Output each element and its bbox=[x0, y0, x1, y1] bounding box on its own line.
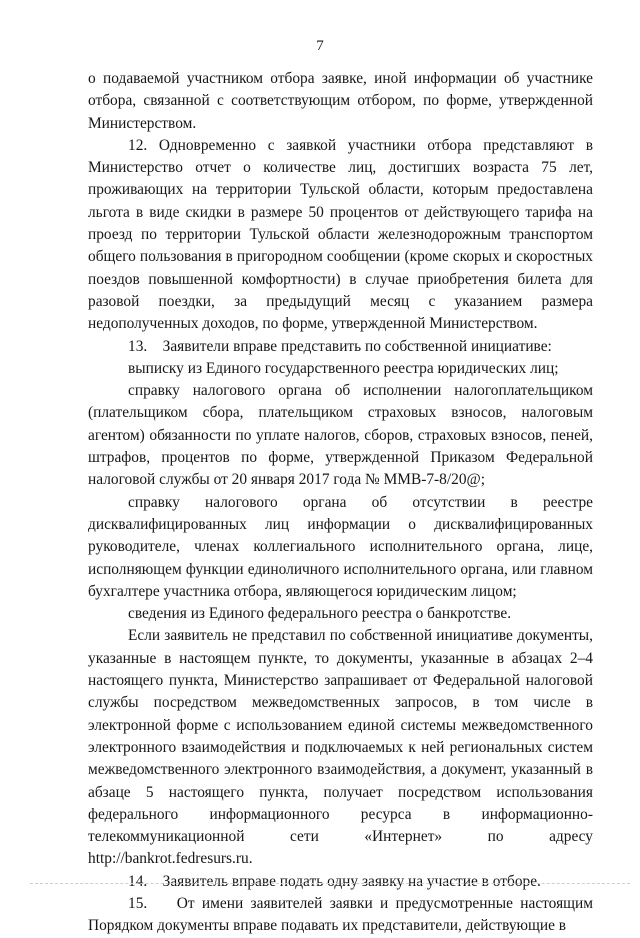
document-body bbox=[88, 68, 593, 938]
paragraph-item-13: 13. Заявители вправе представить по собственной инициативе: bbox=[128, 337, 552, 355]
paragraph-item-14: 14. Заявитель вправе подать одну заявку на участие в отборе. bbox=[128, 872, 541, 890]
paragraph-item-13-bankruptcy: сведения из Единого федерального реестра о банкротстве. bbox=[128, 605, 512, 623]
paragraph-item-12: 12. Одновременно с заявкой участники отбора представляют в Министерство отчет о количестве лиц, достигших возраста 75 лет, проживающих на территории Тульской области, которым предоставлена льгота в виде скидки в размере 50 процентов от действующего тарифа на проезд по территории Тульской области железнодорожным транспортом общего пользования в пригородном сообщении (кроме скорых и скоростных поездов повышенной комфортности) в случае приобретения билета для разовой поездки, за предыдущий месяц с указанием размера недополученных доходов, по форме, утвержденной Министерством. bbox=[88, 136, 593, 333]
scan-artifact-line bbox=[30, 883, 630, 886]
paragraph-item-13-requests: Если заявитель не представил по собственной инициативе документы, указанные в настоящем пункте, то документы, указанные в абзацах 2–4 настоящего пункта, Министерство запрашивает от Федеральной налоговой службы посредством межведомственных запросов, в том числе в электронной форме с использованием единой системы межведомственного электронного взаимодействия и подключаемых к ней региональных систем межведомственного электронного взаимодействия, а документ, указанный в абзаце 5 настоящего пункта, получает посредством использования федерального информационного ресурса в информационно-телекоммуникационной сети «Интернет» по адресу http://bankrot.fedresurs.ru. bbox=[88, 627, 593, 868]
paragraph-item-13-tax-certificate: справку налогового органа об исполнении налогоплательщиком (плательщиком сбора, плательщиком страховых взносов, налоговым агентом) обязанности по уплате налогов, сборов, страховых взносов, пеней, штрафов, процентов по форме, утвержденной Приказом Федеральной налоговой службы от 20 января 2017 года № ММВ-7-8/20@; bbox=[88, 382, 593, 489]
paragraph-item-13-disqualification-certificate: справку налогового органа об отсутствии в реестре дисквалифицированных лиц информации о дисквалифицированных руководителе, членах коллегиального исполнительного органа, лице, исполняющем функции единоличного исполнительного органа, или главном бухгалтере участника отбора, являющегося юридическим лицом; bbox=[88, 493, 593, 600]
paragraph-continuation: о подаваемой участником отбора заявке, иной информации об участнике отбора, связанной с соответствующим отбором, по форме, утвержденной Министерством. bbox=[88, 70, 593, 132]
paragraph-item-15: 15. От имени заявителей заявки и предусмотренные настоящим Порядком документы вправе подавать их представители, действующие в bbox=[88, 894, 593, 935]
paragraph-item-13-extract: выписку из Единого государственного реестра юридических лиц; bbox=[128, 359, 559, 377]
page-number: 7 bbox=[316, 38, 324, 54]
